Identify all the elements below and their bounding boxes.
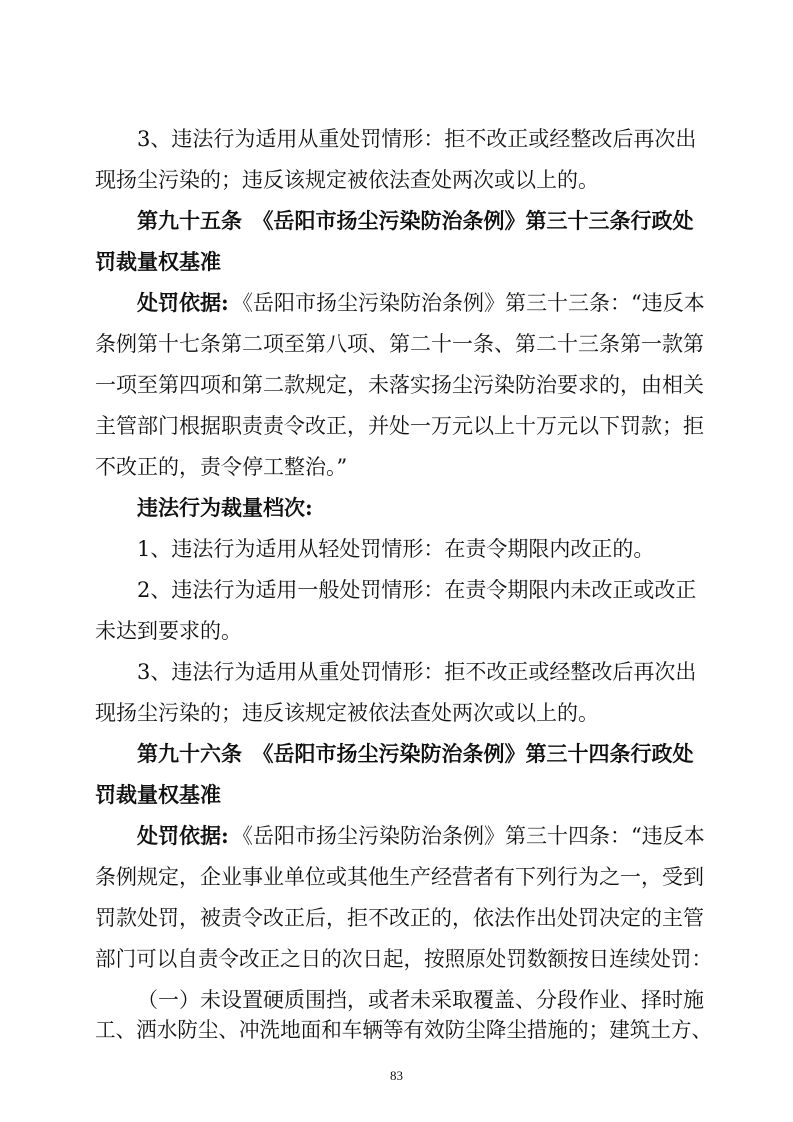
page-number: 83 (390, 1068, 403, 1083)
para-line: 3、违法行为适用从重处罚情形：拒不改正或经整改后再次出 (137, 127, 697, 151)
para-line: 不改正的，责令停工整治。” (95, 455, 348, 479)
para-line: 条例规定，企业事业单位或其他生产经营者有下列行为之一，受到 (95, 865, 704, 889)
para-line: 《岳阳市扬尘污染防治条例》第三十四条：“违反本 (232, 824, 705, 848)
para-line: 主管部门根据职责责令改正，并处一万元以上十万元以下罚款；拒 (95, 414, 704, 438)
article-heading: 第九十六条 《岳阳市扬尘污染防治条例》第三十四条行政处 (137, 741, 694, 766)
para-line: 未达到要求的。 (95, 619, 242, 643)
levels-label: 违法行为裁量档次: (137, 495, 313, 520)
article-heading: 第九十五条 《岳阳市扬尘污染防治条例》第三十三条行政处 (137, 208, 694, 233)
para-line: 现扬尘污染的；违反该规定被依法查处两次或以上的。 (95, 168, 599, 192)
para-line: 工、洒水防尘、冲洗地面和车辆等有效防尘降尘措施的；建筑土方、 (95, 1018, 713, 1042)
para-line: 部门可以自责令改正之日的次日起，按照原处罚数额按日连续处罚： (95, 947, 713, 971)
para-line: 罚款处罚，被责令改正后，拒不改正的，依法作出处罚决定的主管 (95, 906, 704, 930)
para-line: 现扬尘污染的；违反该规定被依法查处两次或以上的。 (95, 701, 599, 725)
para-line: （一）未设置硬质围挡，或者未采取覆盖、分段作业、择时施 (137, 988, 704, 1012)
article-heading-cont: 罚裁量权基准 (95, 249, 221, 274)
basis-label: 处罚依据: (137, 290, 229, 315)
article-heading-cont: 罚裁量权基准 (95, 782, 221, 807)
para-line: 条例第十七条第二项至第八项、第二十一条、第二十三条第一款第 (95, 332, 704, 356)
para-line: 2、违法行为适用一般处罚情形：在责令期限内未改正或改正 (137, 578, 697, 602)
basis-label: 处罚依据: (137, 823, 229, 848)
para-line: 《岳阳市扬尘污染防治条例》第三十三条：“违反本 (232, 291, 705, 315)
para-line: 3、违法行为适用从重处罚情形：拒不改正或经整改后再次出 (137, 660, 697, 684)
para-line: 一项至第四项和第二款规定，未落实扬尘污染防治要求的，由相关 (95, 373, 704, 397)
para-line: 1、违法行为适用从轻处罚情形：在责令期限内改正的。 (137, 537, 655, 561)
